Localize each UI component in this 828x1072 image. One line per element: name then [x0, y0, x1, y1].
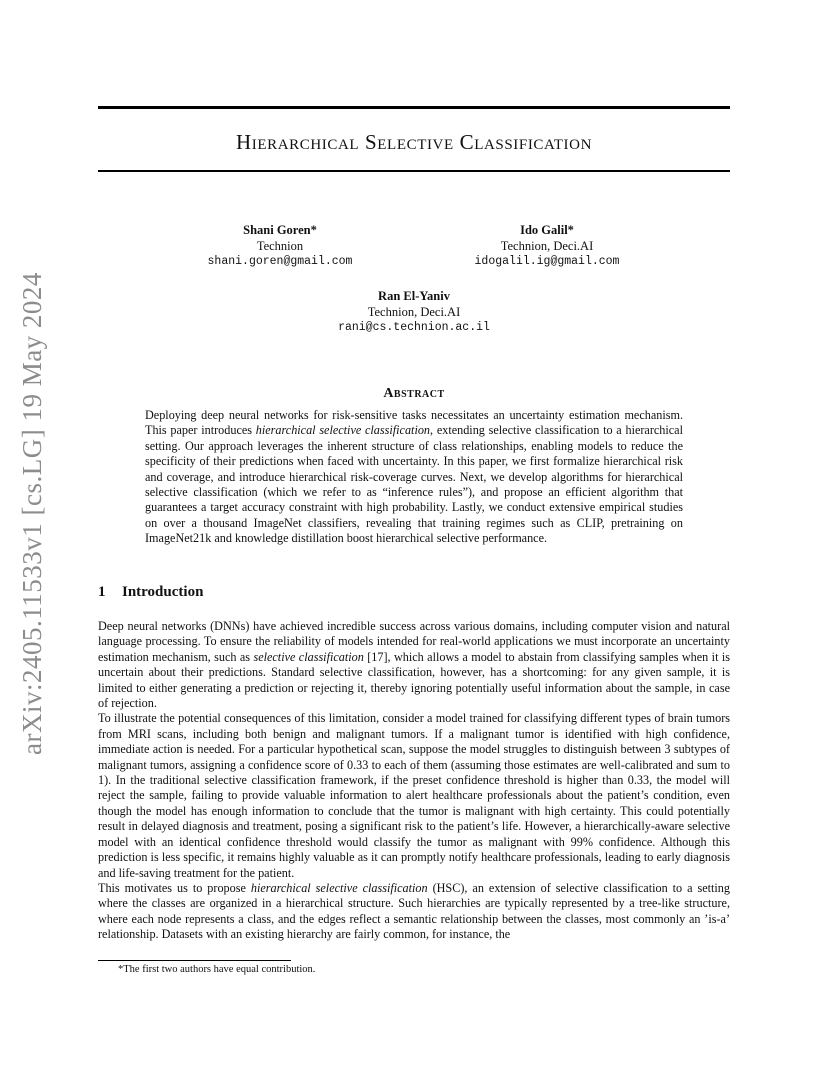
- abstract-text: [145, 408, 683, 547]
- italic-term: hierarchical selective classification: [250, 880, 428, 895]
- title-bottom-rule: [98, 170, 730, 172]
- paragraph-text: [17], which allows a model to abstain from classifying samples when it is uncertain about their predictions. Standard selective classification, however, has a shortcoming: for any given sample, it is limited to either generating a prediction or rejecting it, thereby ignoring potentially useful information about the sample, in case of rejection.: [98, 649, 730, 711]
- author-name: Ran El-Yaniv: [378, 289, 450, 303]
- paragraph: To illustrate the potential consequences of this limitation, consider a model trained for classifying different types of brain tumors from MRI scans, including both benign and malignant tumors. If a malignant tumor is identified with high confidence, immediate action is needed. For a particular hypothetical scan, suppose the model struggles to distinguish between 3 subtypes of malignant tumors, assigning a confidence score of 0.33 to each of them (assuming those estimates are well-calibrated and sum to 1). In the traditional selective classification framework, if the preset confidence threshold is higher than 0.33, the model will reject the sample, failing to provide valuable information to alert healthcare professionals about the patient’s condition, even though the model has enough information to conclude that the tumor is malignant with high certainty. This could potentially result in delayed diagnosis and treatment, posing a significant risk to the patient’s life. However, a hierarchically-aware selective model with an identical confidence threshold would classify the tumor as malignant with 99% confidence. Although this prediction is less specific, it remains highly valuable as it can promptly notify healthcare professionals, leading to early diagnosis and life-saving treatment for the patient.: [98, 711, 730, 880]
- author-affiliation: Technion, Deci.AI: [367, 305, 461, 319]
- footnote: *The first two authors have equal contribution.: [118, 964, 316, 975]
- abstract-heading: Abstract: [383, 386, 445, 401]
- section-heading: [98, 584, 203, 601]
- author-block-3: [322, 288, 506, 336]
- arxiv-identifier-stamp: arXiv:2405.11533v1 [cs.LG] 19 May 2024: [17, 272, 47, 755]
- section-title: Introduction: [122, 584, 204, 600]
- introduction-body: [98, 619, 730, 943]
- paper-title: Hierarchical Selective Classification: [235, 130, 593, 154]
- author-email: idogalil.ig@gmail.com: [474, 255, 620, 268]
- author-affiliation: Technion: [256, 239, 304, 253]
- italic-term: selective classification: [253, 649, 364, 664]
- paragraph: [98, 619, 730, 711]
- footnote-rule: [98, 960, 291, 961]
- paragraph: [98, 881, 730, 943]
- author-block-1: [188, 222, 372, 270]
- abstract-text-part: Deploying deep neural networks for risk-sensitive tasks necessitates an uncertainty estimation mechanism. This paper introduces: [145, 408, 683, 438]
- abstract-italic-term: hierarchical selective classification: [255, 423, 431, 438]
- author-name: Shani Goren*: [243, 223, 317, 237]
- paragraph-text: This motivates us to propose: [98, 880, 251, 895]
- paragraph-text: (HSC), an extension of selective classification to a setting where the classes are organized in a hierarchical structure. Such hierarchies are typically represented by a tree-like structure, where each node represents a class, and the edges reflect a semantic relationship between the classes, most commonly an ’is-a’ relationship. Datasets with an existing hierarchy are fairly common, for instance, the: [98, 880, 730, 942]
- author-affiliation: Technion, Deci.AI: [500, 239, 594, 253]
- section-number: 1: [98, 584, 106, 600]
- author-block-2: [455, 222, 639, 270]
- paragraph-text: Deep neural networks (DNNs) have achieved incredible success across various domains, including computer vision and natural language processing. To ensure the reliability of models intended for real-world applications we must incorporate an uncertainty estimation mechanism, such as: [98, 619, 730, 664]
- abstract-text-part: , extending selective classification to a hierarchical setting. Our approach leverages the inherent structure of class relationships, enabling models to reduce the specificity of their predictions when faced with uncertainty. In this paper, we first formalize hierarchical risk and coverage, and introduce hierarchical risk-coverage curves. Next, we develop algorithms for hierarchical selective classification (which we refer to as “inference rules”), and propose an efficient algorithm that guarantees a target accuracy constraint with high probability. Lastly, we conduct extensive empirical studies on over a thousand ImageNet classifiers, revealing that training regimes such as CLIP, pretraining on ImageNet21k and knowledge distillation boost hierarchical selective performance.: [145, 423, 683, 546]
- author-name: Ido Galil*: [520, 223, 574, 237]
- author-email: shani.goren@gmail.com: [207, 255, 353, 268]
- author-email: rani@cs.technion.ac.il: [338, 321, 490, 334]
- title-top-rule: [98, 106, 730, 109]
